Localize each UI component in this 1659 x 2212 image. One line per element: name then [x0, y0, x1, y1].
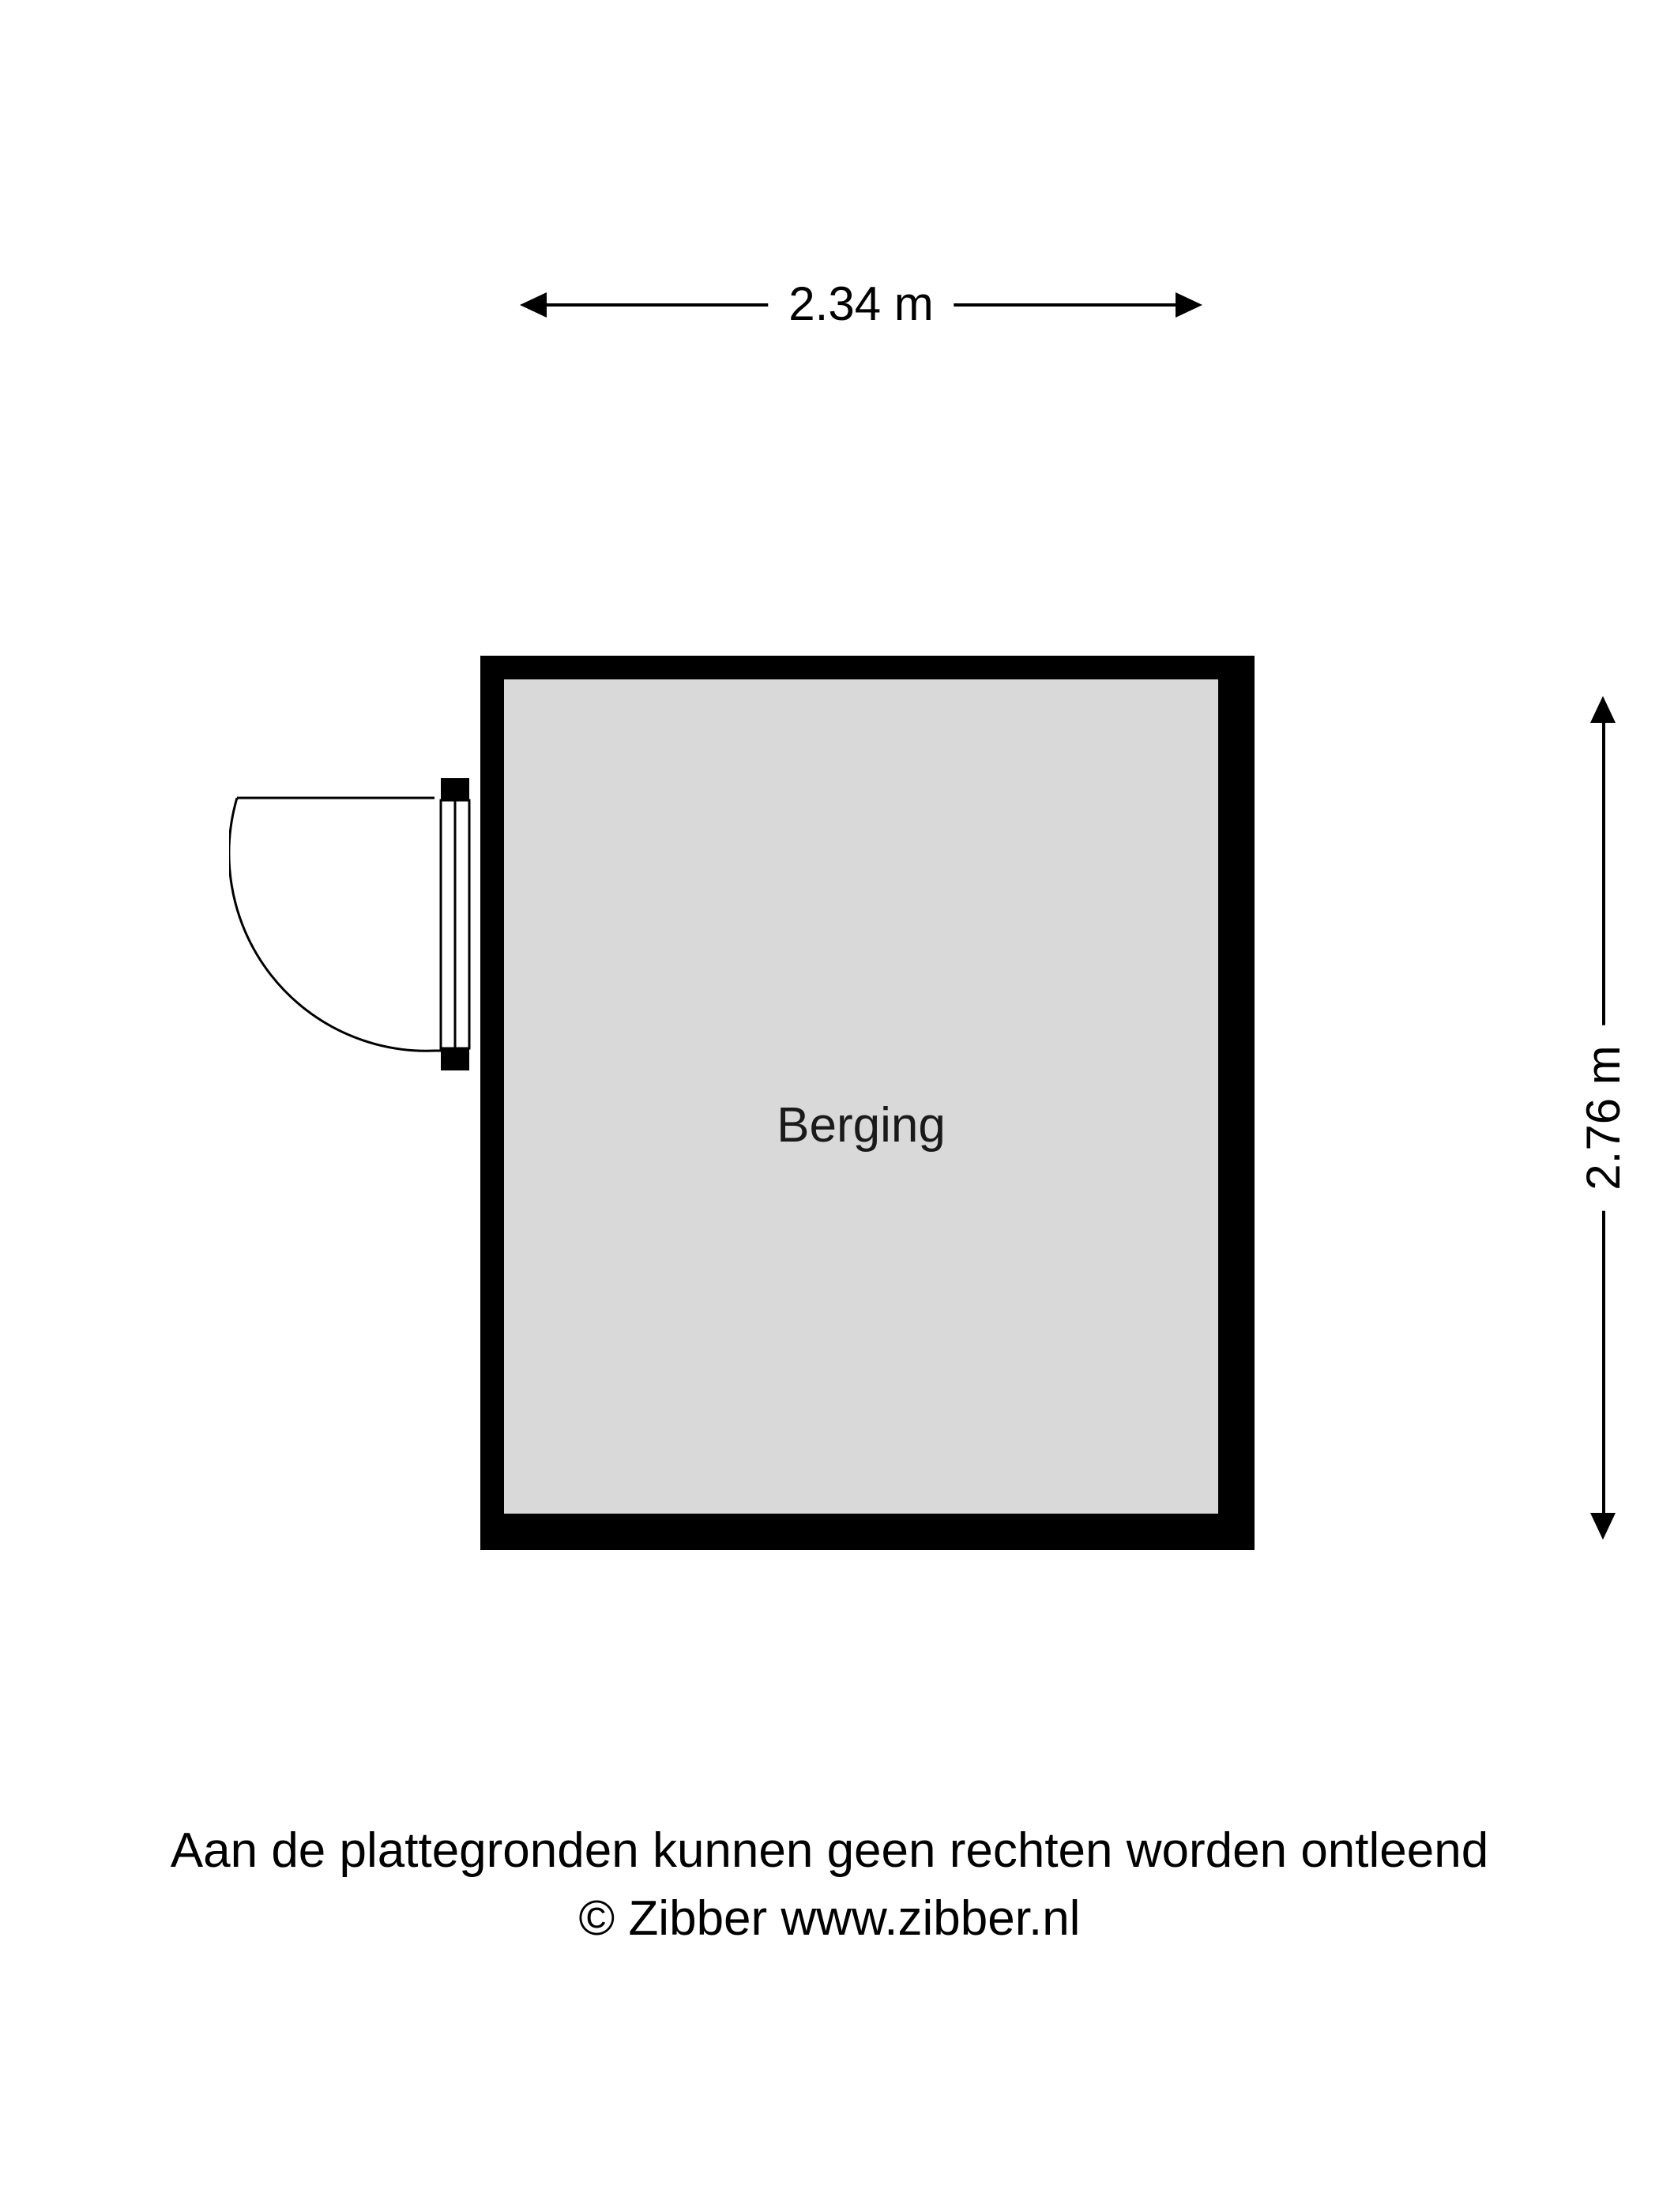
- dimension-height-arrow-up-icon: [1590, 696, 1616, 723]
- dimension-width-arrow-left-icon: [520, 292, 547, 318]
- footer-disclaimer: Aan de plattegronden kunnen geen rechten worden ontleend: [170, 1823, 1489, 1878]
- dimension-height-arrow-down-icon: [1590, 1513, 1616, 1540]
- dimension-width: [506, 269, 1217, 340]
- room-label: Berging: [777, 1098, 946, 1153]
- footer: [0, 1817, 1659, 1953]
- dimension-width-arrow-right-icon: [1176, 292, 1202, 318]
- dimension-width-label: 2.34 m: [768, 269, 954, 340]
- dimension-height: [1548, 683, 1659, 1552]
- room-berging: [480, 656, 1255, 1550]
- footer-copyright: © Zibber www.zibber.nl: [578, 1891, 1081, 1946]
- door-with-swing-icon: [229, 778, 498, 1086]
- dimension-height-label: 2.76 m: [1572, 1025, 1635, 1210]
- room-floor-area: [504, 679, 1218, 1514]
